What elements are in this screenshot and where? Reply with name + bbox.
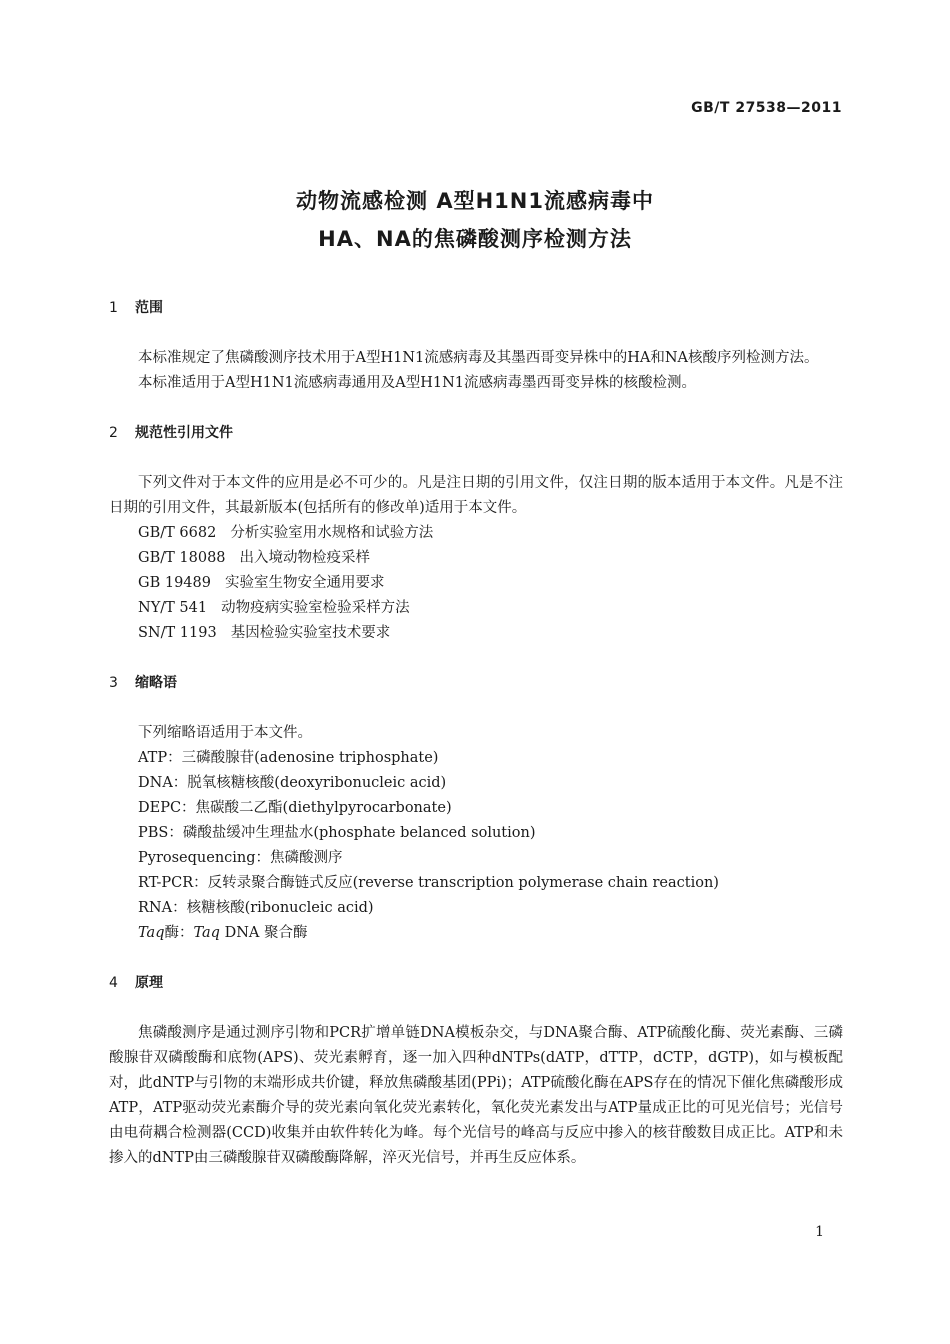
abbreviation-item: PBS：磷酸盐缓冲生理盐水(phosphate belanced solution) [138, 825, 536, 841]
document-title [0, 182, 950, 258]
section-normative-references [109, 421, 843, 646]
paragraph: 本标准适用于A型H1N1流感病毒通用及A型H1N1流感病毒墨西哥变异株的核酸检测。 [138, 375, 697, 391]
reference-code: GB/T 6682 [138, 525, 217, 541]
paragraph: 本标准规定了焦磷酸测序技术用于A型H1N1流感病毒及其墨西哥变异株中的HA和NA核酸序列检测方法。 [138, 350, 819, 366]
section-title: 原理 [135, 975, 163, 991]
reference-item [109, 596, 843, 621]
title-line-1: 动物流感检测 A型H1N1流感病毒中 [296, 189, 654, 213]
section-heading [109, 971, 843, 996]
section-heading [109, 296, 843, 321]
reference-code: NY/T 541 [138, 600, 208, 616]
reference-title: 出入境动物检疫采样 [239, 550, 371, 566]
abbreviation-item: ATP：三磷酸腺苷(adenosine triphosphate) [138, 750, 439, 766]
section-abbreviations [109, 671, 843, 946]
section-number: 4 [109, 975, 118, 991]
section-heading [109, 421, 843, 446]
section-principle [109, 971, 843, 1171]
title-line-2: HA、NA的焦磷酸测序检测方法 [318, 227, 632, 251]
section-scope [109, 296, 843, 396]
abbreviation-intro: 下列缩略语适用于本文件。 [138, 725, 312, 741]
reference-item [109, 621, 843, 646]
taq-definition: DNA 聚合酶 [219, 925, 308, 941]
reference-item [109, 546, 843, 571]
reference-code: GB 19489 [138, 575, 211, 591]
section-number: 2 [109, 425, 118, 441]
section-title: 缩略语 [135, 675, 177, 691]
section-title: 规范性引用文件 [135, 425, 233, 441]
section-number: 1 [109, 300, 118, 316]
standard-code: GB/T 27538—2011 [691, 100, 842, 116]
reference-item [109, 571, 843, 596]
document-body [109, 296, 843, 1196]
abbreviation-item: RNA：核糖核酸(ribonucleic acid) [138, 900, 374, 916]
reference-title: 分析实验室用水规格和试验方法 [230, 525, 434, 541]
abbreviation-item: Pyrosequencing：焦磷酸测序 [138, 850, 343, 866]
reference-item [109, 521, 843, 546]
reference-title: 动物疫病实验室检验采样方法 [221, 600, 410, 616]
abbreviation-item: DNA：脱氧核糖核酸(deoxyribonucleic acid) [138, 775, 447, 791]
page-number: 1 [815, 1224, 824, 1240]
abbreviation-item: DEPC：焦碳酸二乙酯(diethylpyrocarbonate) [138, 800, 452, 816]
abbreviation-item: RT-PCR：反转录聚合酶链式反应(reverse transcription polymerase chain reaction) [138, 875, 719, 891]
reference-code: GB/T 18088 [138, 550, 226, 566]
taq-term-2: Taq [193, 925, 220, 941]
taq-word: 酶： [164, 925, 194, 941]
paragraph: 下列文件对于本文件的应用是必不可少的。凡是注日期的引用文件，仅注日期的版本适用于本文件。凡是不注日期的引用文件，其最新版本(包括所有的修改单)适用于本文件。 [109, 475, 843, 516]
reference-title: 基因检验实验室技术要求 [230, 625, 391, 641]
reference-code: SN/T 1193 [138, 625, 217, 641]
abbreviation-item-taq [109, 921, 843, 946]
paragraph: 焦磷酸测序是通过测序引物和PCR扩增单链DNA模板杂交，与DNA聚合酶、ATP硫酸化酶、荧光素酶、三磷酸腺苷双磷酸酶和底物(APS)、荧光素孵育，逐一加入四种dNTPs(dATP，dTTP，dCTP，dGTP)，如与模板配对，此dNTP与引物的末端形成共价键，释放焦磷酸基团(PPi)；ATP硫酸化酶在APS存在的情况下催化焦磷酸形成ATP，ATP驱动荧光素酶介导的荧光素向氧化荧光素转化，氧化荧光素发出与ATP量成正比的可见光信号；光信号由电荷耦合检测器(CCD)收集并由软件转化为峰。每个光信号的峰高与反应中掺入的核苷酸数目成正比。ATP和未掺入的dNTP由三磷酸腺苷双磷酸酶降解，淬灭光信号，并再生反应体系。 [109, 1025, 843, 1166]
taq-term: Taq [138, 925, 165, 941]
section-heading [109, 671, 843, 696]
section-number: 3 [109, 675, 118, 691]
section-title: 范围 [135, 300, 163, 316]
reference-title: 实验室生物安全通用要求 [224, 575, 385, 591]
